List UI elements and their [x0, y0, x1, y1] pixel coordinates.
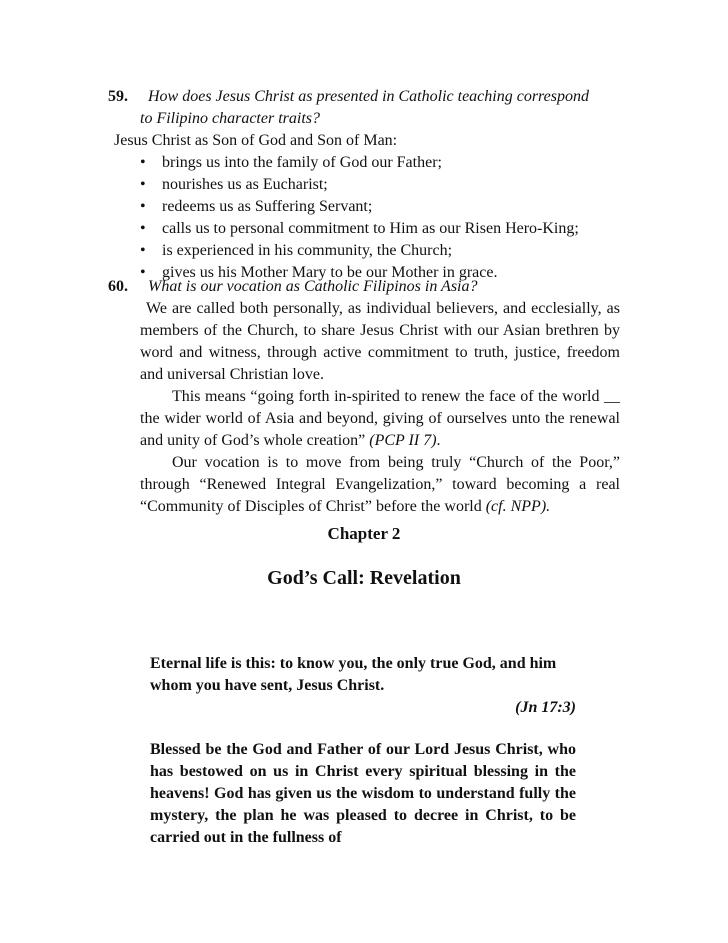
list-item	[140, 196, 620, 218]
list-item-text: brings us into the family of God our Father;	[162, 154, 442, 171]
chapter-title: God’s Call: Revelation	[267, 567, 461, 589]
question-line-2: to Filipino character traits?	[140, 110, 320, 127]
paragraph-3-text: Our vocation is to move from being truly “Church of the Poor,” through “Renewed Integral Evangelization,” toward becoming a real “Community of Disciples of Christ” before the world	[140, 454, 620, 515]
epigraph-2-text: Blessed be the God and Father of our Lord Jesus Christ, who has bestowed on us in Christ every spiritual blessing in the heavens! God has given us the wisdom to understand fully the mystery, the plan he was pleased to decree in Christ, to be carried out in the fullness of	[150, 741, 576, 846]
answer-paragraph-3	[108, 452, 620, 518]
list-item-text: redeems us as Suffering Servant;	[162, 198, 373, 215]
epigraph-1-reference: (Jn 17:3)	[515, 699, 576, 716]
list-item	[140, 174, 620, 196]
bullet-glyph: •	[140, 264, 146, 281]
answer-intro: Jesus Christ as Son of God and Son of Man:	[114, 132, 398, 149]
question-text: What is our vocation as Catholic Filipinos in Asia?	[148, 278, 478, 295]
epigraph-1	[150, 653, 576, 719]
bullet-glyph: •	[140, 176, 146, 193]
paragraph-2-text: This means “going forth in-spirited to renew the face of the world __ the wider world of Asia and beyond, giving of ourselves unto the renewal and unity of God’s whole creation”	[140, 388, 620, 449]
list-item-text: nourishes us as Eucharist;	[162, 176, 328, 193]
paragraph-3-citation: (cf. NPP).	[485, 498, 551, 515]
question-number: 59.	[108, 88, 128, 105]
question-number: 60.	[108, 278, 128, 295]
list-item	[140, 152, 620, 174]
paragraph-2-end: .	[436, 432, 441, 449]
list-item-text: calls us to personal commitment to Him as our Risen Hero-King;	[162, 220, 579, 237]
bullet-glyph: •	[140, 242, 146, 259]
list-item	[140, 240, 620, 262]
answer-paragraph-1: We are called both personally, as individual believers, and ecclesially, as members of the Church, to share Jesus Christ with our Asian brethren by word and witness, through active commitment to truth, justice, freedom and universal Christian love.	[140, 300, 620, 383]
question-line-1: How does Jesus Christ as presented in Catholic teaching correspond	[148, 88, 589, 105]
epigraph-1-text: Eternal life is this: to know you, the only true God, and him whom you have sent, Jesus Christ.	[150, 655, 557, 694]
paragraph-2-citation: (PCP II 7)	[369, 432, 437, 449]
list-item	[140, 218, 620, 240]
answer-bullet-list	[108, 152, 620, 284]
list-item-text: is experienced in his community, the Church;	[162, 242, 453, 259]
bullet-glyph: •	[140, 154, 146, 171]
list-item-text: gives us his Mother Mary to be our Mother in grace.	[162, 264, 498, 281]
epigraph-2	[150, 739, 576, 849]
question-text	[108, 86, 620, 130]
answer-paragraph-2	[108, 386, 620, 452]
bullet-glyph: •	[140, 198, 146, 215]
chapter-number: Chapter 2	[327, 524, 401, 543]
bullet-glyph: •	[140, 220, 146, 237]
question-59-block	[108, 86, 620, 284]
question-60-block	[108, 276, 620, 518]
